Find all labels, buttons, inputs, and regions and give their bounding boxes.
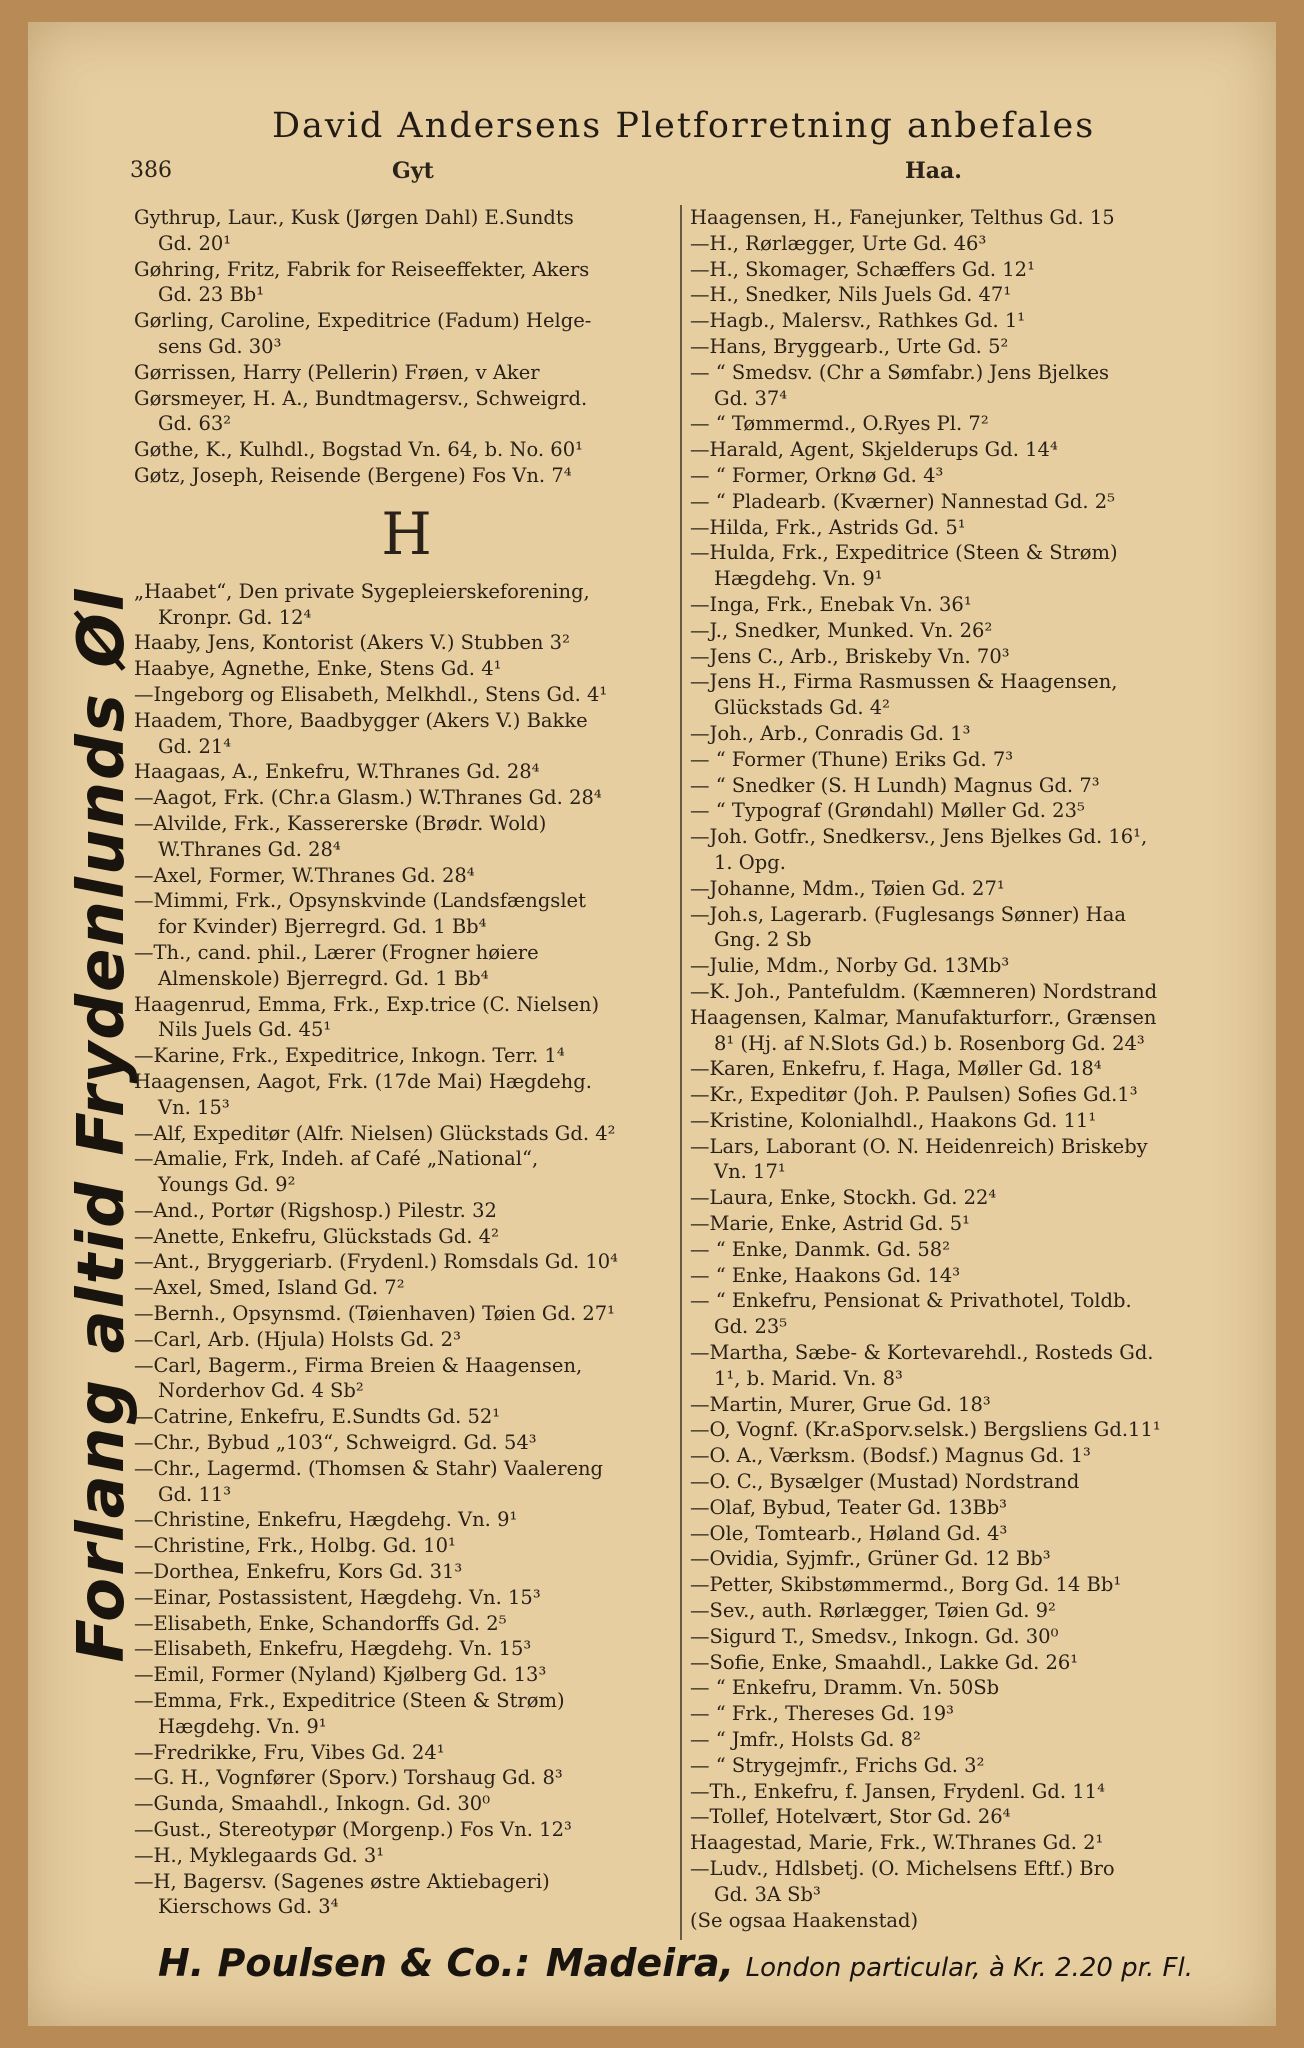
directory-entry: Haaby, Jens, Kontorist (Akers V.) Stubben 3² <box>134 631 570 655</box>
directory-entry: Gd. 20¹ <box>158 231 232 255</box>
directory-entry: —Carl, Arb. (Hjula) Holsts Gd. 2³ <box>134 1327 461 1351</box>
right-entries <box>690 205 1238 1933</box>
directory-entry: Norderhov Gd. 4 Sb² <box>158 1379 364 1403</box>
directory-entry: — “ Former (Thune) Eriks Gd. 7³ <box>690 747 1014 771</box>
directory-entry: —Kristine, Kolonialhdl., Haakons Gd. 11¹ <box>690 1108 1097 1132</box>
directory-entry: (Se ogsaa Haakenstad) <box>690 1908 919 1932</box>
directory-entry: —Alf, Expeditør (Alfr. Nielsen) Glückstads Gd. 4² <box>134 1121 616 1145</box>
directory-entry: Hægdehg. Vn. 9¹ <box>714 567 883 591</box>
ad-detail: London particular, à Kr. 2.20 pr. Fl. <box>745 1953 1193 1983</box>
directory-entry: —Hulda, Frk., Expeditrice (Steen & Strøm) <box>690 541 1118 565</box>
directory-entry: —Mimmi, Frk., Opsynskvinde (Landsfængslet <box>134 889 586 913</box>
directory-entry: —Catrine, Enkefru, E.Sundts Gd. 52¹ <box>134 1405 501 1429</box>
directory-entry: — “ Tømmermd., O.Ryes Pl. 7² <box>690 412 989 436</box>
guide-word-right: Haa. <box>905 158 962 184</box>
directory-entry: —Chr., Lagermd. (Thomsen & Stahr) Vaalereng <box>134 1456 604 1480</box>
directory-entry: —Ludv., Hdlsbetj. (O. Michelsens Eftf.) Bro <box>690 1857 1115 1880</box>
bottom-advertisement <box>158 1941 1193 1985</box>
directory-entry: —Tollef, Hotelvært, Stor Gd. 26⁴ <box>690 1805 1011 1829</box>
page-number: 386 <box>130 158 172 183</box>
left-column <box>134 205 679 1920</box>
directory-entry: Haagensen, H., Fanejunker, Telthus Gd. 15 <box>690 206 1115 229</box>
directory-entry: —O. C., Bysælger (Mustad) Nordstrand <box>690 1470 1080 1494</box>
directory-entry: —Hilda, Frk., Astrids Gd. 5¹ <box>690 515 966 539</box>
left-entries-after <box>134 579 679 1920</box>
directory-entry: Vn. 17¹ <box>714 1160 786 1184</box>
directory-entry: —Axel, Former, W.Thranes Gd. 28⁴ <box>134 863 475 887</box>
directory-entry: —Bernh., Opsynsmd. (Tøienhaven) Tøien Gd. 27¹ <box>134 1302 615 1326</box>
directory-entry: — “ Strygejmfr., Frichs Gd. 3² <box>690 1753 985 1777</box>
directory-entry: —Einar, Postassistent, Hægdehg. Vn. 15³ <box>134 1585 541 1609</box>
directory-entry: —Anette, Enkefru, Glückstads Gd. 4² <box>134 1224 499 1248</box>
directory-entry: —Martha, Sæbe- & Kortevarehdl., Rosteds Gd. <box>690 1341 1154 1365</box>
directory-entry: Haadem, Thore, Baadbygger (Akers V.) Bakke <box>134 708 588 732</box>
directory-entry: —Alvilde, Frk., Kassererske (Brødr. Wold) <box>134 811 547 835</box>
directory-entry: — “ Enkefru, Pensionat & Privathotel, Toldb. <box>690 1289 1132 1313</box>
directory-entry: Gd. 37⁴ <box>714 386 788 410</box>
directory-entry: — “ Enke, Danmk. Gd. 58² <box>690 1237 951 1261</box>
directory-entry: —Gunda, Smaahdl., Inkogn. Gd. 30⁰ <box>134 1792 491 1816</box>
directory-entry: Glückstads Gd. 4² <box>714 696 890 720</box>
directory-entry: —K. Joh., Pantefuldm. (Kæmneren) Nordstrand <box>690 979 1158 1003</box>
directory-entry: Gd. 3A Sb³ <box>714 1882 821 1906</box>
directory-entry: — “ Pladearb. (Kværner) Nannestad Gd. 2⁵ <box>690 489 1115 513</box>
directory-entry: —Christine, Enkefru, Hægdehg. Vn. 9¹ <box>134 1508 518 1532</box>
directory-entry: —Inga, Frk., Enebak Vn. 36¹ <box>690 592 972 616</box>
directory-entry: —Harald, Agent, Skjelderups Gd. 14⁴ <box>690 438 1058 462</box>
directory-entry: —Olaf, Bybud, Teater Gd. 13Bb³ <box>690 1495 1007 1519</box>
directory-entry: —Laura, Enke, Stockh. Gd. 22⁴ <box>690 1186 997 1210</box>
directory-entry: —Carl, Bagerm., Firma Breien & Haagensen, <box>134 1353 583 1377</box>
directory-entry: W.Thranes Gd. 28⁴ <box>158 837 341 861</box>
column-divider <box>680 205 682 1940</box>
directory-entry: Haagaas, A., Enkefru, W.Thranes Gd. 28⁴ <box>134 760 540 784</box>
directory-entry: Gythrup, Laur., Kusk (Jørgen Dahl) E.Sundts <box>134 206 574 229</box>
directory-entry: —Kr., Expeditør (Joh. P. Paulsen) Sofies Gd.1³ <box>690 1083 1138 1107</box>
ad-product: Madeira, <box>545 1941 735 1985</box>
directory-entry: —H., Rørlægger, Urte Gd. 46³ <box>690 231 987 255</box>
directory-entry: —Christine, Frk., Holbg. Gd. 10¹ <box>134 1534 456 1558</box>
directory-entry: —Th., Enkefru, f. Jansen, Frydenl. Gd. 11⁴ <box>690 1779 1105 1803</box>
directory-entry: —Lars, Laborant (O. N. Heidenreich) Briskeby <box>690 1134 1148 1158</box>
directory-entry: Youngs Gd. 9² <box>158 1173 296 1197</box>
directory-entry: — “ Typograf (Grøndahl) Møller Gd. 23⁵ <box>690 799 1085 823</box>
directory-entry: — “ Former, Orknø Gd. 4³ <box>690 463 944 487</box>
directory-entry: Gørsmeyer, H. A., Bundtmagersv., Schweigrd. <box>134 386 588 410</box>
directory-entry: —H., Skomager, Schæffers Gd. 12¹ <box>690 257 1035 281</box>
directory-entry: —H, Bagersv. (Sagenes østre Aktiebageri) <box>134 1869 550 1893</box>
directory-entry: Haagenrud, Emma, Frk., Exp.trice (C. Nielsen) <box>134 992 600 1016</box>
directory-entry: Kronpr. Gd. 12⁴ <box>158 605 312 629</box>
directory-entry: —Jens C., Arb., Briskeby Vn. 70³ <box>690 644 1010 668</box>
directory-entry: — “ Snedker (S. H Lundh) Magnus Gd. 7³ <box>690 773 1100 797</box>
directory-entry: — “ Frk., Thereses Gd. 19³ <box>690 1702 954 1726</box>
directory-entry: Hægdehg. Vn. 9¹ <box>158 1714 327 1738</box>
directory-entry: —Ant., Bryggeriarb. (Frydenl.) Romsdals Gd. 10⁴ <box>134 1250 618 1274</box>
directory-entry: —Marie, Enke, Astrid Gd. 5¹ <box>690 1212 970 1236</box>
directory-entry: —Elisabeth, Enke, Schandorffs Gd. 2⁵ <box>134 1611 507 1635</box>
directory-entry: —Martin, Murer, Grue Gd. 18³ <box>690 1392 991 1416</box>
directory-entry: —Ingeborg og Elisabeth, Melkhdl., Stens Gd. 4¹ <box>134 682 608 706</box>
directory-entry: —Aagot, Frk. (Chr.a Glasm.) W.Thranes Gd. 28⁴ <box>134 786 602 810</box>
directory-entry: Almenskole) Bjerregrd. Gd. 1 Bb⁴ <box>158 966 489 990</box>
directory-entry: for Kvinder) Bjerregrd. Gd. 1 Bb⁴ <box>158 915 487 939</box>
directory-entry: —And., Portør (Rigshosp.) Pilestr. 32 <box>134 1198 497 1222</box>
directory-entry: „Haabet“, Den private Sygepleierskeforening, <box>134 579 590 603</box>
directory-entry: 1. Opg. <box>714 850 786 874</box>
directory-entry: Haagensen, Aagot, Frk. (17de Mai) Hægdehg. <box>134 1069 592 1093</box>
directory-entry: Gd. 21⁴ <box>158 734 232 758</box>
directory-entry: Gd. 63² <box>158 412 232 436</box>
directory-entry: Gøthe, K., Kulhdl., Bogstad Vn. 64, b. No. 60¹ <box>134 438 583 462</box>
directory-entry: Gøtz, Joseph, Reisende (Bergene) Fos Vn. 7⁴ <box>134 463 572 487</box>
directory-entry: —Ole, Tomtearb., Høland Gd. 4³ <box>690 1521 1008 1545</box>
directory-entry: Gng. 2 Sb <box>714 928 812 952</box>
directory-entry: —Joh., Arb., Conradis Gd. 1³ <box>690 721 971 745</box>
directory-entry: —Hans, Bryggearb., Urte Gd. 5² <box>690 334 1009 358</box>
directory-entry: —Gust., Stereotypør (Morgenp.) Fos Vn. 12³ <box>134 1818 572 1842</box>
directory-entry: —Jens H., Firma Rasmussen & Haagensen, <box>690 670 1118 694</box>
directory-entry: —H., Snedker, Nils Juels Gd. 47¹ <box>690 283 1012 307</box>
directory-entry: — “ Enkefru, Dramm. Vn. 50Sb <box>690 1676 1000 1700</box>
directory-entry: —Hagb., Malersv., Rathkes Gd. 1¹ <box>690 309 1026 333</box>
directory-entry: —Fredrikke, Fru, Vibes Gd. 24¹ <box>134 1740 445 1764</box>
directory-entry: Gd. 23⁵ <box>714 1315 788 1339</box>
directory-entry: 1¹, b. Marid. Vn. 8³ <box>714 1366 903 1390</box>
directory-entry: Gørling, Caroline, Expeditrice (Fadum) Helge- <box>134 309 592 333</box>
directory-entry: —G. H., Vognfører (Sporv.) Torshaug Gd. 8³ <box>134 1766 563 1790</box>
directory-entry: —Johanne, Mdm., Tøien Gd. 27¹ <box>690 876 1005 900</box>
directory-entry: —Sev., auth. Rørlægger, Tøien Gd. 9² <box>690 1599 1056 1623</box>
ad-company: H. Poulsen & Co.: <box>158 1941 531 1985</box>
directory-entry: —Emil, Former (Nyland) Kjølberg Gd. 13³ <box>134 1663 547 1687</box>
directory-entry: Gørrissen, Harry (Pellerin) Frøen, v Aker <box>134 360 540 384</box>
directory-entry: —Emma, Frk., Expeditrice (Steen & Strøm) <box>134 1689 565 1713</box>
directory-entry: —Th., cand. phil., Lærer (Frogner høiere <box>134 940 539 964</box>
directory-entry: Nils Juels Gd. 45¹ <box>158 1018 332 1042</box>
directory-entry: —Chr., Bybud „103“, Schweigrd. Gd. 54³ <box>134 1431 537 1455</box>
directory-entry: Haagestad, Marie, Frk., W.Thranes Gd. 2¹ <box>690 1831 1104 1855</box>
directory-entry: —Joh.s, Lagerarb. (Fuglesangs Sønner) Haa <box>690 902 1126 926</box>
directory-entry: Gøhring, Fritz, Fabrik for Reiseeffekter, Akers <box>134 257 590 281</box>
directory-entry: Kierschows Gd. 3⁴ <box>158 1895 339 1919</box>
directory-entry: —Sigurd T., Smedsv., Inkogn. Gd. 30⁰ <box>690 1624 1059 1648</box>
directory-entry: —Joh. Gotfr., Snedkersv., Jens Bjelkes Gd. 16¹, <box>690 825 1148 849</box>
directory-entry: Vn. 15³ <box>158 1095 230 1119</box>
right-column <box>690 205 1238 1933</box>
directory-entry: —Karen, Enkefru, f. Haga, Møller Gd. 18⁴ <box>690 1057 1102 1081</box>
directory-entry: —Axel, Smed, Island Gd. 7² <box>134 1276 405 1300</box>
directory-entry: — “ Jmfr., Holsts Gd. 8² <box>690 1728 921 1752</box>
directory-entry: —H., Myklegaards Gd. 3¹ <box>134 1843 385 1867</box>
directory-entry: —J., Snedker, Munked. Vn. 26² <box>690 618 993 642</box>
directory-entry: — “ Smedsv. (Chr a Sømfabr.) Jens Bjelkes <box>690 360 1110 384</box>
banner-advertisement: David Andersens Pletforretning anbefales <box>272 106 1096 146</box>
directory-entry: Gd. 11³ <box>158 1482 232 1506</box>
directory-entry: Haabye, Agnethe, Enke, Stens Gd. 4¹ <box>134 657 502 681</box>
directory-entry: —Amalie, Frk, Indeh. af Café „National“, <box>134 1147 539 1171</box>
directory-entry: —Karine, Frk., Expeditrice, Inkogn. Terr. 1⁴ <box>134 1044 565 1068</box>
directory-entry: —Sofie, Enke, Smaahdl., Lakke Gd. 26¹ <box>690 1650 1079 1674</box>
vertical-advertisement: Forlang altid Frydenlunds Øl <box>65 587 139 1663</box>
directory-entry: —O. A., Værksm. (Bodsf.) Magnus Gd. 1³ <box>690 1444 1091 1468</box>
directory-entry: —Julie, Mdm., Norby Gd. 13Mb³ <box>690 954 1010 978</box>
left-entries-before <box>134 205 679 489</box>
directory-entry: —Dorthea, Enkefru, Kors Gd. 31³ <box>134 1560 463 1584</box>
guide-word-left: Gyt <box>392 158 434 184</box>
directory-entry: —Elisabeth, Enkefru, Hægdehg. Vn. 15³ <box>134 1637 532 1661</box>
directory-entry: —Ovidia, Syjmfr., Grüner Gd. 12 Bb³ <box>690 1547 1051 1571</box>
directory-entry: Gd. 23 Bb¹ <box>158 283 265 307</box>
section-letter: H <box>381 499 432 568</box>
directory-entry: 8¹ (Hj. af N.Slots Gd.) b. Rosenborg Gd. 24³ <box>714 1031 1145 1055</box>
directory-entry: —O, Vognf. (Kr.aSporv.selsk.) Bergsliens Gd.11¹ <box>690 1418 1161 1442</box>
directory-entry: —Petter, Skibstømmermd., Borg Gd. 14 Bb¹ <box>690 1573 1122 1597</box>
directory-entry: Haagensen, Kalmar, Manufakturforr., Grænsen <box>690 1005 1157 1029</box>
directory-entry: — “ Enke, Haakons Gd. 14³ <box>690 1263 961 1287</box>
directory-entry: sens Gd. 30³ <box>158 334 282 358</box>
